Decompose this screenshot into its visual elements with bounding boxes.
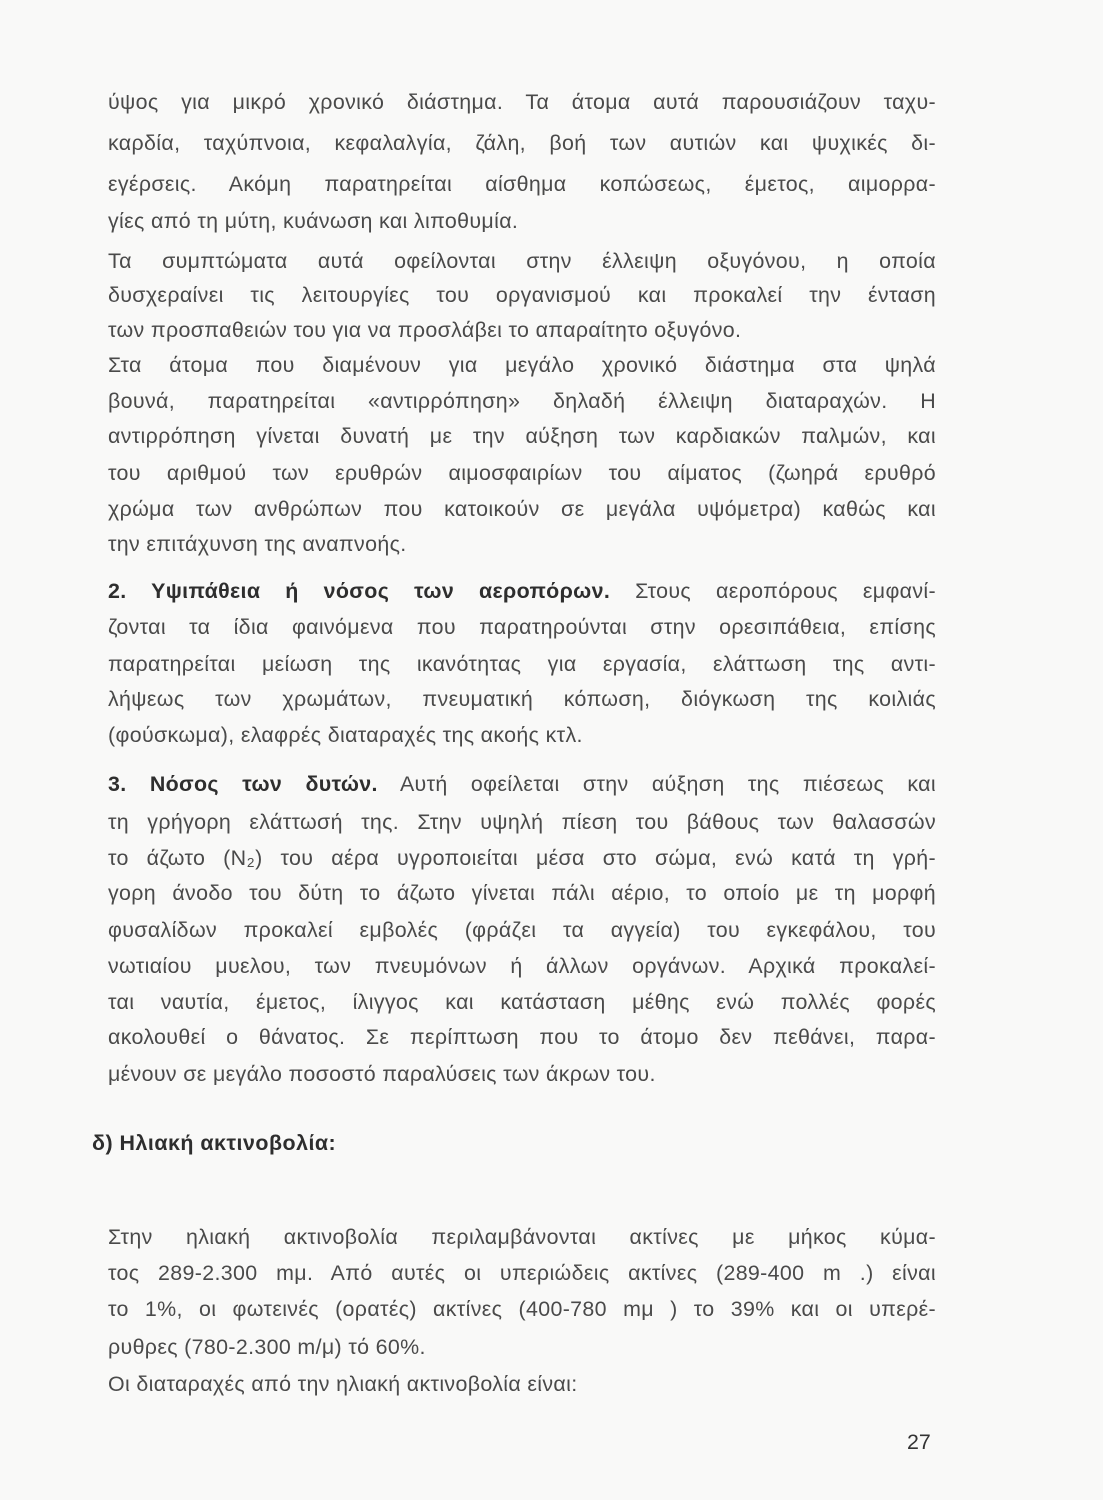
item-3-first-text: Αυτή οφείλεται στην αύξηση της πιέσεως και: [399, 772, 936, 796]
text-line: των προσπαθειών του για να προσλάβει το απαραίτητο οξυγόνο.: [108, 318, 742, 342]
text-line: ρυθρες (780-2.300 m/μ) τό 60%.: [108, 1335, 426, 1359]
text-line: του αριθμού των ερυθρών αιμοσφαιρίων του αίματος (ζωηρά ερυθρό: [108, 461, 936, 485]
text-line: Τα συμπτώματα αυτά οφείλονται στην έλλειψη οξυγόνου, η οποία: [108, 249, 936, 273]
item-3-first-line: [108, 766, 936, 802]
item-2-first-line: [108, 573, 936, 609]
text-line: βουνά, παρατηρείται «αντιρρόπηση» δηλαδή έλλειψη διαταραχών. Η: [108, 389, 936, 413]
text-line: ύψος για μικρό χρονικό διάστημα. Τα άτομα αυτά παρουσιάζουν ταχυ-: [108, 90, 936, 114]
text-line: γορη άνοδο του δύτη το άζωτο γίνεται πάλι αέριο, το οποίο με τη μορφή: [108, 881, 936, 905]
text-line: γίες από τη μύτη, κυάνωση και λιποθυμία.: [108, 209, 519, 233]
text-line: χρώμα των ανθρώπων που κατοικούν σε μεγάλα υψόμετρα) καθώς και: [108, 497, 936, 521]
text-line: ται ναυτία, έμετος, ίλιγγος και κατάσταση μέθης ενώ πολλές φορές: [108, 990, 936, 1014]
text-line: τη γρήγορη ελάττωσή της. Στην υψηλή πίεση του βάθους των θαλασσών: [108, 810, 936, 834]
text-line: (φούσκωμα), ελαφρές διαταραχές της ακοής κτλ.: [108, 723, 583, 747]
item-2-heading: 2. Υψιπάθεια ή νόσος των αεροπόρων.: [108, 579, 611, 603]
item-3-heading: 3. Νόσος των δυτών.: [108, 772, 378, 796]
text-line: ζονται τα ίδια φαινόμενα που παρατηρούνται στην ορεσιπάθεια, επίσης: [108, 615, 936, 639]
text-line: παρατηρείται μείωση της ικανότητας για εργασία, ελάττωση της αντι-: [108, 652, 936, 676]
text-line: Στην ηλιακή ακτινοβολία περιλαμβάνονται ακτίνες με μήκος κύμα-: [108, 1225, 936, 1249]
text-line: την επιτάχυνση της αναπνοής.: [108, 532, 407, 556]
text-line: μένουν σε μεγάλο ποσοστό παραλύσεις των άκρων του.: [108, 1062, 656, 1086]
text-line: το άζωτο (N₂) του αέρα υγροποιείται μέσα στο σώμα, ενώ κατά τη γρή-: [108, 846, 936, 870]
text-line: αντιρρόπηση γίνεται δυνατή με την αύξηση των καρδιακών παλμών, και: [108, 424, 936, 448]
text-line: ακολουθεί ο θάνατος. Σε περίπτωση που το άτομο δεν πεθάνει, παρα-: [108, 1025, 936, 1049]
item-2-first-text: Στους αεροπόρους εμφανί-: [635, 579, 937, 603]
text-line: λήψεως των χρωμάτων, πνευματική κόπωση, διόγκωση της κοιλιάς: [108, 687, 936, 711]
page-number: 27: [907, 1430, 931, 1454]
text-line: φυσαλίδων προκαλεί εμβολές (φράζει τα αγγεία) του εγκεφάλου, του: [108, 918, 936, 942]
section-heading: δ) Ηλιακή ακτινοβολία:: [92, 1131, 337, 1155]
text-line: Στα άτομα που διαμένουν για μεγάλο χρονικό διάστημα στα ψηλά: [108, 353, 936, 377]
text-line: καρδία, ταχύπνοια, κεφαλαλγία, ζάλη, βοή των αυτιών και ψυχικές δι-: [108, 131, 936, 155]
text-line: νωτιαίου μυελου, των πνευμόνων ή άλλων οργάνων. Αρχικά προκαλεί-: [108, 954, 936, 978]
text-line: τος 289-2.300 mμ. Από αυτές οι υπεριώδεις ακτίνες (289-400 m .) είναι: [108, 1261, 936, 1285]
text-line: το 1%, οι φωτεινές (ορατές) ακτίνες (400-780 mμ ) το 39% και οι υπερέ-: [108, 1297, 936, 1321]
text-line: δυσχεραίνει τις λειτουργίες του οργανισμού και προκαλεί την ένταση: [108, 283, 936, 307]
text-line: εγέρσεις. Ακόμη παρατηρείται αίσθημα κοπώσεως, έμετος, αιμορρα-: [108, 172, 936, 196]
text-line: Οι διαταραχές από την ηλιακή ακτινοβολία είναι:: [108, 1372, 578, 1396]
